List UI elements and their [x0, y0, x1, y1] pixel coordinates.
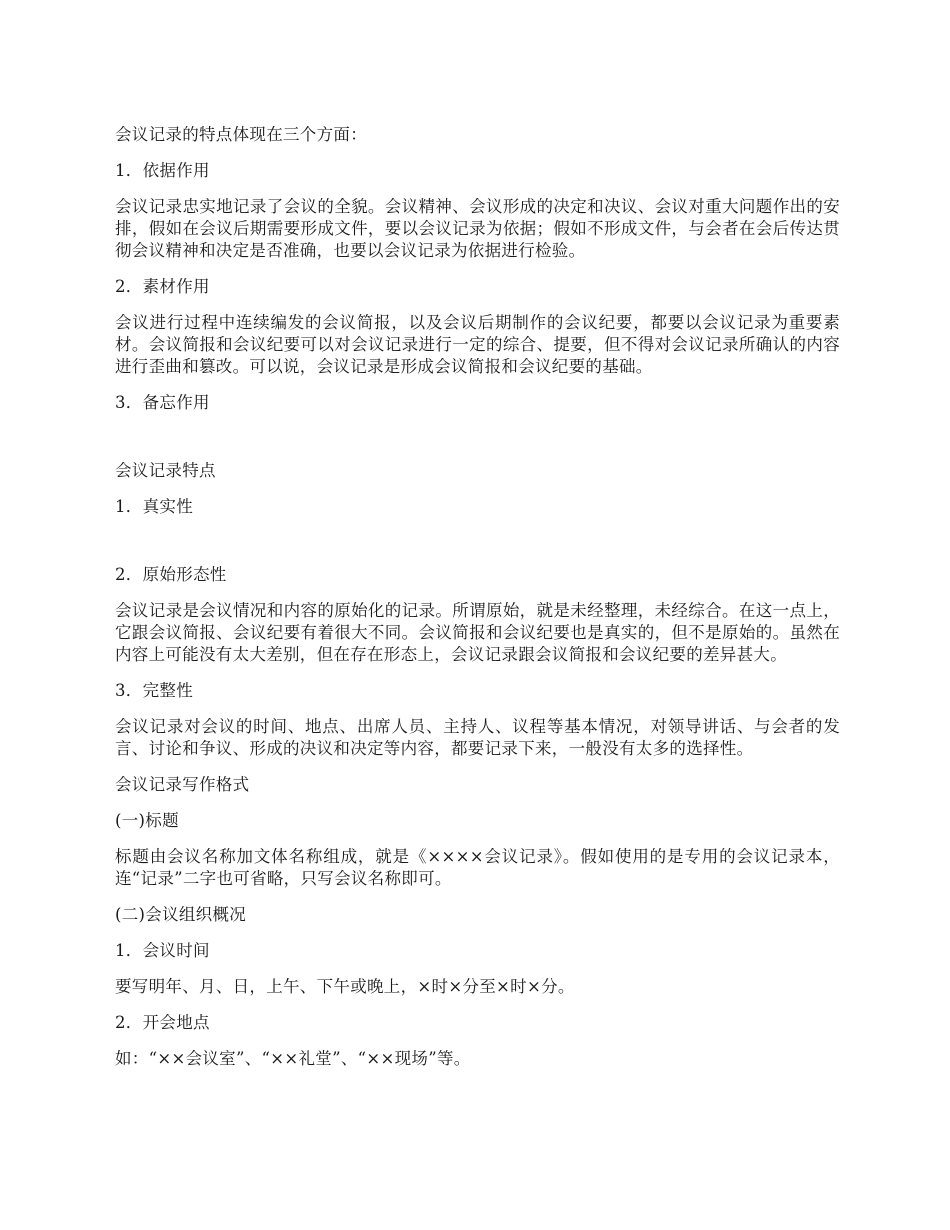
body-paragraph: 如：“××会议室”、“××礼堂”、“××现场”等。 [115, 1049, 471, 1068]
section-heading: (一)标题 [115, 811, 179, 830]
section-heading: 1．会议时间 [115, 941, 210, 960]
section-title: 会议记录特点 [115, 461, 216, 480]
section-heading: 1．依据作用 [115, 161, 210, 180]
section-heading: 3．备忘作用 [115, 393, 210, 412]
intro-paragraph: 会议记录的特点体现在三个方面： [115, 125, 367, 144]
body-paragraph: 会议记录是会议情况和内容的原始化的记录。所谓原始，就是未经整理，未经综合。在这一点上，它跟会议简报、会议纪要有着很大不同。会议简报和会议纪要也是真实的，但不是原始的。虽然在内容上可能没有太大差别，但在存在形态上，会议记录跟会议简报和会议纪要的差异甚大。 [115, 601, 840, 664]
section-heading: (二)会议组织概况 [115, 905, 247, 924]
section-heading: 2．开会地点 [115, 1013, 210, 1032]
section-heading: 3．完整性 [115, 681, 193, 700]
section-heading: 1．真实性 [115, 497, 193, 516]
document-page [115, 124, 840, 1084]
body-paragraph: 会议记录对会议的时间、地点、出席人员、主持人、议程等基本情况，对领导讲话、与会者的发言、讨论和争议、形成的决议和决定等内容，都要记录下来，一般没有太多的选择性。 [115, 717, 840, 758]
section-heading: 2．原始形态性 [115, 565, 227, 584]
section-heading: 2．素材作用 [115, 277, 210, 296]
body-paragraph: 标题由会议名称加文体名称组成，就是《××××会议记录》。假如使用的是专用的会议记录本，连“记录”二字也可省略，只写会议名称即可。 [115, 847, 840, 888]
section-title: 会议记录写作格式 [115, 775, 250, 794]
body-paragraph: 会议记录忠实地记录了会议的全貌。会议精神、会议形成的决定和决议、会议对重大问题作出的安排，假如在会议后期需要形成文件，要以会议记录为依据；假如不形成文件，与会者在会后传达贯彻会议精神和决定是否准确，也要以会议记录为依据进行检验。 [115, 197, 840, 260]
body-paragraph: 会议进行过程中连续编发的会议简报，以及会议后期制作的会议纪要，都要以会议记录为重要素材。会议简报和会议纪要可以对会议记录进行一定的综合、提要，但不得对会议记录所确认的内容进行歪曲和篡改。可以说，会议记录是形成会议简报和会议纪要的基础。 [115, 313, 840, 376]
body-paragraph: 要写明年、月、日，上午、下午或晚上，×时×分至×时×分。 [115, 977, 575, 996]
